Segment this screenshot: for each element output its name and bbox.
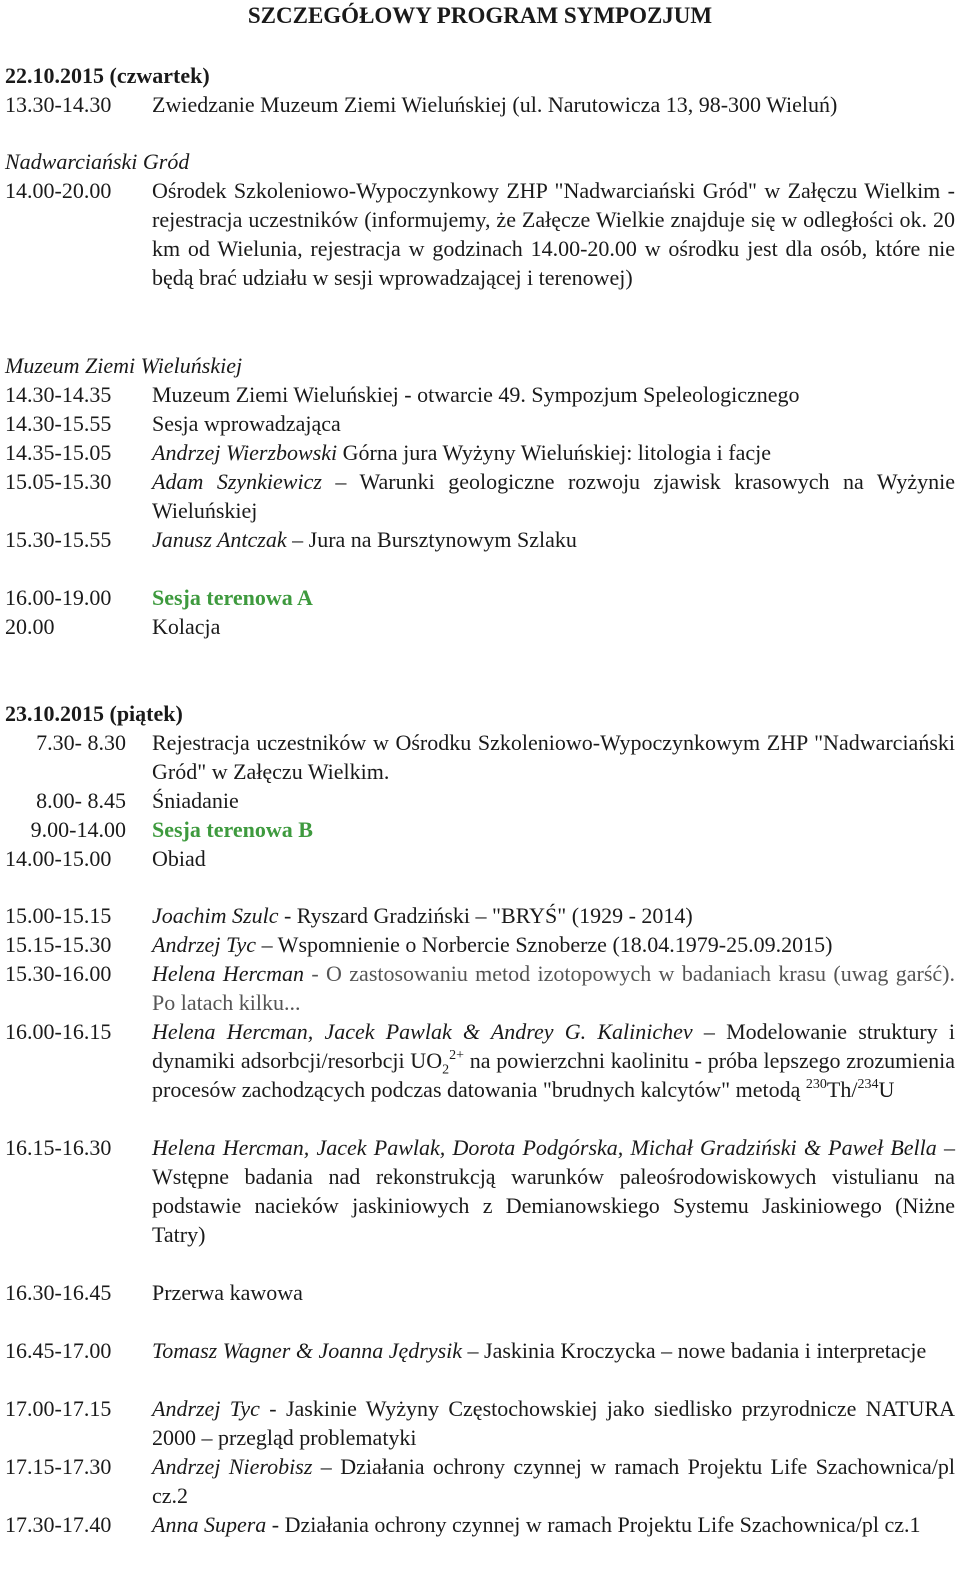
row-time: 14.30-15.55 [5, 411, 112, 436]
row-title: – Działania ochrony czynnej w ramach Projektu Life Szachownica/pl cz.2 [152, 1454, 955, 1508]
row-title: – Jura na Bursztynowym Szlaku [286, 527, 577, 552]
row-time: 20.00 [5, 614, 55, 639]
location-heading: Nadwarciański Gród [5, 149, 190, 174]
day1-heading: 22.10.2015 (czwartek) [5, 63, 210, 88]
row-time: 14.35-15.05 [5, 440, 112, 465]
row-time: 17.30-17.40 [5, 1512, 112, 1537]
superscript: 234 [857, 1077, 879, 1092]
row-title-cont: na powierzchni kaolinitu - próba lepszego zrozumienia procesów zachodzących podczas datowania "brudnych kalcytów" metodą [152, 1048, 955, 1102]
row-text [152, 1394, 955, 1452]
superscript: 2+ [449, 1048, 464, 1063]
row-time: 7.30- 8.30 [36, 730, 126, 755]
row-title: - Działania ochrony czynnej w ramach Projektu Life Szachownica/pl cz.1 [266, 1512, 921, 1537]
row-author: Helena Hercman, Jacek Pawlak, Dorota Podgórska, Michał Gradziński & Paweł Bella [152, 1135, 937, 1160]
row-text [152, 930, 955, 959]
row-time: 16.00-16.15 [5, 1019, 112, 1044]
row-author: Tomasz Wagner & Joanna Jędrysik [152, 1338, 463, 1363]
row-text: Kolacja [152, 614, 221, 639]
row-text: Śniadanie [152, 788, 239, 813]
row-text [152, 1510, 955, 1539]
row-text [152, 1336, 955, 1365]
row-text: Muzeum Ziemi Wieluńskiej - otwarcie 49. Sympozjum Speleologicznego [152, 382, 800, 407]
row-text [152, 467, 955, 525]
subscript: 2 [442, 1062, 450, 1078]
location-heading: Muzeum Ziemi Wieluńskiej [5, 353, 243, 378]
superscript: 230 [805, 1077, 827, 1092]
row-text [152, 1452, 955, 1510]
row-author: Adam Szynkiewicz [152, 469, 322, 494]
row-text [152, 901, 955, 930]
row-title-cont: Th/ [826, 1077, 858, 1102]
row-time: 15.30-16.00 [5, 961, 112, 986]
row-title-cont: U [878, 1077, 895, 1102]
row-time: 16.30-16.45 [5, 1280, 112, 1305]
row-author: Joachim Szulc [152, 903, 279, 928]
row-author: Andrzej Tyc [152, 1396, 260, 1421]
row-title: Górna jura Wyżyny Wieluńskiej: litologia i facje [337, 440, 771, 465]
row-time: 14.00-20.00 [5, 178, 112, 203]
row-time: 15.15-15.30 [5, 932, 112, 957]
row-text: Obiad [152, 846, 206, 871]
row-time: 13.30-14.30 [5, 92, 112, 117]
row-author: Helena Hercman [152, 961, 304, 986]
row-title: – Jaskinia Kroczycka – nowe badania i interpretacje [462, 1338, 927, 1363]
row-text [152, 1133, 955, 1249]
row-author: Andrzej Nierobisz [152, 1454, 313, 1479]
row-text: Przerwa kawowa [152, 1280, 303, 1305]
row-text: Sesja wprowadzająca [152, 411, 341, 436]
field-session-label: Sesja terenowa A [152, 585, 313, 610]
row-time: 15.00-15.15 [5, 903, 112, 928]
day2-heading: 23.10.2015 (piątek) [5, 701, 183, 726]
row-time: 16.45-17.00 [5, 1338, 112, 1363]
row-text: Zwiedzanie Muzeum Ziemi Wieluńskiej (ul. Narutowicza 13, 98-300 Wieluń) [152, 92, 838, 117]
row-title: - O zastosowaniu metod izotopowych w badaniach krasu (uwag garść). Po latach kilku... [152, 961, 955, 1015]
row-title: - Ryszard Gradziński – "BRYŚ" (1929 - 2014) [278, 903, 693, 928]
row-time: 9.00-14.00 [30, 817, 126, 842]
row-time: 14.30-14.35 [5, 382, 112, 407]
row-time: 14.00-15.00 [5, 846, 112, 871]
row-author: Janusz Antczak [152, 527, 287, 552]
row-title: - Jaskinie Wyżyny Częstochowskiej jako siedlisko przyrodnicze NATURA 2000 – przegląd problematyki [152, 1396, 956, 1450]
row-time: 15.05-15.30 [5, 469, 112, 494]
row-text [152, 525, 955, 554]
row-author: Helena Hercman, Jacek Pawlak & Andrey G. Kalinichev [152, 1019, 693, 1044]
row-text: Rejestracja uczestników w Ośrodku Szkoleniowo-Wypoczynkowym ZHP "Nadwarciański Gród" w Załęczu Wielkim. [152, 730, 955, 784]
row-time: 16.15-16.30 [5, 1135, 112, 1160]
row-time: 15.30-15.55 [5, 527, 112, 552]
row-time: 17.15-17.30 [5, 1454, 112, 1479]
row-text [152, 959, 955, 1017]
row-time: 17.00-17.15 [5, 1396, 112, 1421]
row-title: – Wstępne badania nad rekonstrukcją warunków paleośrodowiskowych vistulianu na podstawie nacieków jaskiniowych z Demianowskiego Systemu Jaskiniowego (Niżne Tatry) [152, 1135, 955, 1247]
page-title: SZCZEGÓŁOWY PROGRAM SYMPOZJUM [247, 3, 713, 28]
field-session-label: Sesja terenowa B [152, 817, 313, 842]
row-title: – Wspomnienie o Norbercie Sznoberze (18.04.1979-25.09.2015) [256, 932, 833, 957]
row-text: Ośrodek Szkoleniowo-Wypoczynkowy ZHP "Nadwarciański Gród" w Załęczu Wielkim - rejestracja uczestników (informujemy, że Załęcze Wielkie znajduje się w odległości ok. 20 km od Wielunia, rejestracja w godzinach 14.00-20.00 w ośrodku jest dla osób, które nie będą brać udziału w sesji wprowadzającej i terenowej) [152, 178, 955, 290]
row-time: 16.00-19.00 [5, 585, 112, 610]
row-author: Andrzej Tyc [152, 932, 257, 957]
row-title: – Warunki geologiczne rozwoju zjawisk krasowych na Wyżynie Wieluńskiej [152, 469, 955, 523]
row-time: 8.00- 8.45 [36, 788, 126, 813]
row-author: Anna Supera [152, 1512, 267, 1537]
row-text [152, 1017, 955, 1104]
row-text [152, 438, 955, 467]
row-title: – Modelowanie struktury i dynamiki adsorbcji/resorbcji UO [152, 1019, 955, 1073]
row-author: Andrzej Wierzbowski [152, 440, 338, 465]
